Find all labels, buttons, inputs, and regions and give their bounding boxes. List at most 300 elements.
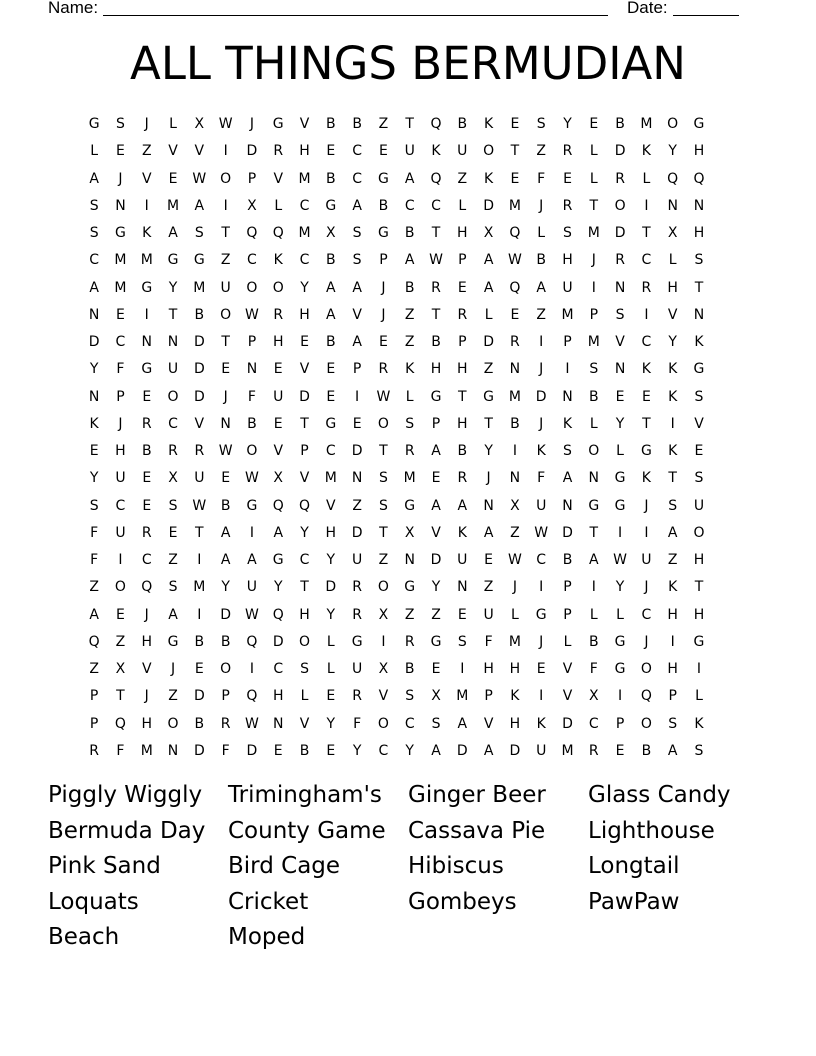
grid-letter[interactable]: J	[118, 170, 123, 187]
grid-letter[interactable]: U	[693, 497, 705, 514]
grid-letter[interactable]: R	[562, 197, 573, 214]
grid-letter[interactable]: J	[591, 252, 596, 269]
grid-letter[interactable]: R	[431, 279, 441, 296]
grid-letter[interactable]: V	[141, 170, 152, 187]
grid-letter[interactable]: T	[300, 579, 309, 596]
grid-letter[interactable]: G	[693, 116, 705, 133]
grid-letter[interactable]: O	[167, 388, 179, 405]
grid-letter[interactable]: J	[644, 633, 649, 650]
grid-letter[interactable]: G	[614, 470, 626, 487]
grid-letter[interactable]: L	[616, 443, 624, 460]
grid-letter[interactable]: E	[142, 388, 152, 405]
grid-letter[interactable]: J	[644, 579, 649, 596]
grid-letter[interactable]: E	[694, 443, 704, 460]
grid-letter[interactable]: V	[562, 688, 573, 705]
grid-letter[interactable]: G	[430, 388, 442, 405]
grid-letter[interactable]: S	[405, 415, 415, 432]
grid-letter[interactable]: T	[405, 116, 414, 133]
grid-letter[interactable]: R	[89, 742, 100, 759]
grid-letter[interactable]: H	[509, 715, 521, 732]
grid-letter[interactable]: L	[589, 170, 598, 187]
grid-letter[interactable]: S	[378, 470, 388, 487]
grid-letter[interactable]: V	[273, 170, 284, 187]
grid-letter[interactable]: S	[694, 470, 704, 487]
grid-letter[interactable]: V	[299, 361, 310, 378]
grid-letter[interactable]: Z	[378, 552, 389, 569]
grid-letter[interactable]: G	[614, 661, 626, 678]
grid-letter[interactable]: A	[431, 742, 441, 759]
grid-letter[interactable]: H	[483, 661, 494, 678]
grid-letter[interactable]: V	[378, 688, 389, 705]
grid-letter[interactable]: X	[194, 116, 205, 133]
grid-letter[interactable]: S	[194, 225, 204, 242]
grid-letter[interactable]: R	[562, 143, 573, 160]
grid-letter[interactable]: X	[431, 688, 441, 705]
grid-letter[interactable]: W	[245, 715, 259, 732]
grid-letter[interactable]: B	[220, 633, 231, 650]
grid-letter[interactable]: E	[431, 470, 441, 487]
grid-letter[interactable]: B	[431, 334, 441, 351]
grid-letter[interactable]: L	[563, 633, 572, 650]
grid-letter[interactable]: B	[536, 252, 546, 269]
grid-letter[interactable]: O	[299, 633, 311, 650]
grid-letter[interactable]: A	[404, 170, 415, 187]
grid-letter[interactable]: V	[615, 334, 625, 351]
grid-letter[interactable]: K	[510, 688, 520, 705]
grid-letter[interactable]: E	[326, 143, 336, 160]
grid-letter[interactable]: T	[694, 579, 704, 596]
grid-letter[interactable]: G	[430, 633, 442, 650]
grid-letter[interactable]: L	[537, 225, 546, 242]
grid-letter[interactable]: C	[536, 552, 547, 569]
grid-letter[interactable]: L	[589, 606, 598, 623]
grid-letter[interactable]: E	[326, 688, 336, 705]
grid-letter[interactable]: Z	[483, 579, 494, 596]
grid-letter[interactable]: D	[325, 579, 337, 596]
grid-letter[interactable]: S	[168, 497, 178, 514]
grid-letter[interactable]: T	[168, 306, 178, 323]
grid-letter[interactable]: W	[192, 497, 207, 514]
grid-letter[interactable]: Z	[141, 143, 152, 160]
grid-letter[interactable]: K	[668, 361, 678, 378]
grid-letter[interactable]: L	[589, 415, 598, 432]
grid-letter[interactable]: U	[641, 552, 652, 569]
grid-letter[interactable]: H	[325, 524, 337, 541]
grid-letter[interactable]: T	[431, 225, 441, 242]
grid-letter[interactable]: E	[273, 415, 283, 432]
grid-letter[interactable]: R	[352, 606, 362, 623]
grid-letter[interactable]: E	[326, 361, 336, 378]
grid-letter[interactable]: L	[326, 633, 335, 650]
grid-letter[interactable]: T	[116, 688, 125, 705]
grid-letter[interactable]: O	[272, 279, 284, 296]
grid-letter[interactable]: K	[668, 443, 678, 460]
grid-letter[interactable]: P	[563, 579, 572, 596]
grid-letter[interactable]: E	[484, 552, 494, 569]
grid-letter[interactable]: Y	[615, 579, 625, 596]
grid-letter[interactable]: K	[641, 143, 651, 160]
grid-letter[interactable]: Z	[168, 552, 178, 569]
grid-letter[interactable]: I	[539, 579, 544, 596]
grid-letter[interactable]: A	[536, 279, 546, 296]
grid-letter[interactable]: G	[377, 225, 389, 242]
grid-letter[interactable]: R	[615, 170, 625, 187]
grid-letter[interactable]: O	[220, 306, 232, 323]
grid-letter[interactable]: W	[429, 252, 443, 269]
grid-letter[interactable]: Y	[273, 579, 283, 596]
grid-letter[interactable]: H	[693, 225, 705, 242]
grid-letter[interactable]: L	[668, 252, 677, 269]
grid-letter[interactable]: Y	[352, 742, 362, 759]
grid-letter[interactable]: M	[587, 334, 600, 351]
grid-letter[interactable]: C	[588, 715, 599, 732]
grid-letter[interactable]: B	[352, 116, 362, 133]
grid-letter[interactable]: A	[352, 197, 362, 214]
grid-letter[interactable]: B	[194, 633, 205, 650]
grid-letter[interactable]: W	[192, 170, 207, 187]
grid-letter[interactable]: I	[644, 197, 649, 214]
grid-letter[interactable]: O	[377, 415, 389, 432]
grid-letter[interactable]: G	[167, 252, 179, 269]
grid-letter[interactable]: I	[197, 552, 202, 569]
grid-letter[interactable]: Y	[484, 443, 493, 460]
grid-letter[interactable]: Y	[668, 334, 677, 351]
grid-letter[interactable]: V	[562, 661, 573, 678]
grid-letter[interactable]: M	[508, 633, 521, 650]
grid-letter[interactable]: D	[614, 225, 626, 242]
grid-letter[interactable]: T	[221, 334, 230, 351]
grid-letter[interactable]: W	[218, 443, 233, 460]
grid-letter[interactable]: K	[273, 252, 283, 269]
grid-letter[interactable]: U	[220, 279, 231, 296]
grid-letter[interactable]: P	[589, 306, 599, 323]
grid-letter[interactable]: I	[512, 443, 517, 460]
grid-letter[interactable]: H	[272, 688, 284, 705]
grid-letter[interactable]: C	[273, 661, 284, 678]
grid-letter[interactable]: C	[352, 143, 362, 160]
grid-letter[interactable]: J	[644, 497, 649, 514]
grid-letter[interactable]: B	[404, 661, 415, 678]
grid-letter[interactable]: C	[404, 715, 415, 732]
grid-letter[interactable]: N	[667, 197, 678, 214]
grid-letter[interactable]: W	[376, 388, 391, 405]
grid-letter[interactable]: K	[641, 361, 651, 378]
grid-letter[interactable]: T	[431, 306, 441, 323]
grid-letter[interactable]: H	[141, 715, 152, 732]
grid-letter[interactable]: L	[484, 306, 493, 323]
grid-letter[interactable]: E	[378, 334, 388, 351]
grid-letter[interactable]: N	[115, 197, 126, 214]
grid-letter[interactable]: A	[483, 279, 494, 296]
grid-letter[interactable]: G	[377, 170, 389, 187]
grid-letter[interactable]: V	[194, 143, 205, 160]
grid-letter[interactable]: D	[351, 524, 363, 541]
grid-letter[interactable]: K	[694, 715, 704, 732]
grid-letter[interactable]: P	[247, 334, 257, 351]
grid-letter[interactable]: B	[326, 170, 336, 187]
grid-letter[interactable]: S	[300, 661, 309, 678]
grid-letter[interactable]: V	[483, 715, 494, 732]
grid-letter[interactable]: H	[141, 633, 152, 650]
grid-letter[interactable]: M	[403, 470, 416, 487]
grid-letter[interactable]: Y	[431, 579, 441, 596]
grid-letter[interactable]: S	[457, 633, 467, 650]
grid-letter[interactable]: N	[614, 361, 626, 378]
grid-letter[interactable]: E	[457, 279, 467, 296]
grid-letter[interactable]: V	[431, 524, 441, 541]
grid-letter[interactable]: E	[142, 470, 152, 487]
grid-letter[interactable]: O	[220, 170, 232, 187]
grid-letter[interactable]: B	[194, 306, 205, 323]
grid-letter[interactable]: I	[355, 388, 360, 405]
grid-letter[interactable]: P	[352, 361, 362, 378]
grid-letter[interactable]: I	[670, 633, 675, 650]
grid-letter[interactable]: G	[614, 633, 626, 650]
grid-letter[interactable]: V	[299, 715, 310, 732]
grid-letter[interactable]: V	[299, 116, 310, 133]
grid-letter[interactable]: N	[483, 497, 494, 514]
grid-letter[interactable]: C	[299, 197, 310, 214]
grid-letter[interactable]: E	[615, 388, 625, 405]
grid-letter[interactable]: L	[169, 116, 177, 133]
grid-letter[interactable]: H	[457, 361, 468, 378]
grid-letter[interactable]: L	[642, 170, 651, 187]
grid-letter[interactable]: A	[168, 606, 178, 623]
grid-letter[interactable]: Z	[536, 306, 546, 323]
grid-letter[interactable]: P	[563, 606, 572, 623]
grid-letter[interactable]: H	[562, 252, 573, 269]
grid-letter[interactable]: S	[352, 225, 362, 242]
grid-letter[interactable]: Q	[246, 633, 258, 650]
grid-letter[interactable]: S	[168, 579, 178, 596]
grid-letter[interactable]: U	[536, 742, 547, 759]
grid-letter[interactable]: M	[193, 279, 206, 296]
grid-letter[interactable]: D	[562, 715, 573, 732]
grid-letter[interactable]: B	[326, 334, 336, 351]
grid-letter[interactable]: M	[298, 170, 311, 187]
grid-letter[interactable]: K	[536, 715, 546, 732]
grid-letter[interactable]: A	[562, 470, 573, 487]
grid-letter[interactable]: B	[194, 715, 205, 732]
grid-letter[interactable]: Q	[141, 579, 153, 596]
grid-letter[interactable]: B	[562, 552, 573, 569]
grid-letter[interactable]: P	[615, 715, 625, 732]
grid-letter[interactable]: S	[116, 116, 125, 133]
grid-letter[interactable]: B	[299, 742, 310, 759]
grid-letter[interactable]: Q	[88, 633, 100, 650]
grid-letter[interactable]: I	[381, 633, 386, 650]
grid-letter[interactable]: A	[89, 606, 99, 623]
grid-letter[interactable]: N	[404, 552, 415, 569]
grid-letter[interactable]: I	[539, 334, 544, 351]
grid-letter[interactable]: E	[326, 388, 336, 405]
grid-letter[interactable]: T	[484, 415, 493, 432]
grid-letter[interactable]: Y	[300, 524, 309, 541]
grid-letter[interactable]: N	[272, 715, 284, 732]
grid-letter[interactable]: E	[116, 606, 125, 623]
grid-letter[interactable]: V	[326, 497, 336, 514]
grid-letter[interactable]: P	[89, 688, 99, 705]
grid-letter[interactable]: Z	[168, 688, 178, 705]
grid-letter[interactable]: T	[642, 415, 651, 432]
grid-letter[interactable]: D	[193, 334, 205, 351]
grid-letter[interactable]: N	[88, 388, 100, 405]
grid-letter[interactable]: H	[693, 552, 705, 569]
grid-letter[interactable]: H	[299, 606, 310, 623]
grid-letter[interactable]: H	[667, 279, 678, 296]
grid-letter[interactable]: E	[431, 661, 441, 678]
grid-letter[interactable]: Q	[667, 170, 679, 187]
grid-letter[interactable]: G	[640, 443, 652, 460]
grid-letter[interactable]: T	[300, 415, 309, 432]
grid-letter[interactable]: N	[246, 361, 258, 378]
grid-letter[interactable]: D	[351, 443, 363, 460]
grid-letter[interactable]: U	[351, 661, 363, 678]
grid-letter[interactable]: N	[562, 497, 573, 514]
grid-letter[interactable]: G	[88, 116, 100, 133]
grid-letter[interactable]: B	[457, 116, 468, 133]
grid-letter[interactable]: A	[589, 552, 599, 569]
grid-letter[interactable]: X	[168, 470, 178, 487]
grid-letter[interactable]: G	[193, 252, 205, 269]
grid-letter[interactable]: Z	[89, 579, 99, 596]
grid-letter[interactable]: G	[535, 606, 547, 623]
grid-letter[interactable]: G	[483, 388, 495, 405]
grid-letter[interactable]: S	[694, 742, 704, 759]
grid-letter[interactable]: J	[539, 633, 544, 650]
grid-letter[interactable]: W	[245, 306, 259, 323]
grid-letter[interactable]: U	[351, 552, 363, 569]
grid-letter[interactable]: I	[618, 524, 623, 541]
grid-letter[interactable]: R	[404, 633, 415, 650]
grid-letter[interactable]: E	[116, 306, 125, 323]
grid-letter[interactable]: Q	[509, 225, 521, 242]
grid-letter[interactable]: Q	[272, 606, 284, 623]
grid-letter[interactable]: A	[457, 715, 468, 732]
grid-letter[interactable]: L	[90, 143, 99, 160]
grid-letter[interactable]: H	[299, 143, 310, 160]
grid-letter[interactable]: F	[247, 388, 256, 405]
grid-letter[interactable]: D	[193, 361, 205, 378]
grid-letter[interactable]: M	[140, 252, 153, 269]
grid-letter[interactable]: M	[508, 197, 521, 214]
grid-letter[interactable]: R	[273, 143, 284, 160]
grid-letter[interactable]: S	[89, 225, 99, 242]
grid-letter[interactable]: O	[483, 143, 495, 160]
grid-letter[interactable]: S	[589, 361, 599, 378]
grid-letter[interactable]: A	[483, 524, 494, 541]
grid-letter[interactable]: R	[352, 688, 362, 705]
grid-letter[interactable]: D	[88, 334, 100, 351]
grid-letter[interactable]: K	[142, 225, 152, 242]
grid-letter[interactable]: Z	[483, 361, 494, 378]
grid-letter[interactable]: X	[326, 225, 336, 242]
grid-letter[interactable]: Q	[430, 116, 442, 133]
grid-letter[interactable]: K	[89, 415, 99, 432]
grid-letter[interactable]: N	[167, 334, 179, 351]
grid-letter[interactable]: S	[694, 388, 704, 405]
grid-letter[interactable]: S	[431, 715, 441, 732]
grid-letter[interactable]: G	[404, 497, 416, 514]
grid-letter[interactable]: E	[352, 415, 362, 432]
grid-letter[interactable]: B	[588, 633, 599, 650]
grid-letter[interactable]: D	[220, 606, 232, 623]
grid-letter[interactable]: C	[115, 497, 126, 514]
grid-letter[interactable]: O	[246, 279, 258, 296]
grid-letter[interactable]: F	[537, 170, 546, 187]
grid-letter[interactable]: X	[378, 661, 389, 678]
grid-letter[interactable]: D	[535, 388, 547, 405]
grid-letter[interactable]: L	[274, 197, 283, 214]
grid-letter[interactable]: A	[220, 552, 231, 569]
grid-letter[interactable]: N	[351, 470, 363, 487]
grid-letter[interactable]: H	[457, 415, 468, 432]
grid-letter[interactable]: B	[378, 197, 389, 214]
grid-letter[interactable]: C	[299, 252, 310, 269]
grid-letter[interactable]: U	[273, 388, 284, 405]
grid-letter[interactable]: Z	[220, 252, 231, 269]
grid-letter[interactable]: D	[456, 742, 468, 759]
grid-letter[interactable]: Y	[300, 279, 309, 296]
grid-letter[interactable]: A	[352, 279, 362, 296]
grid-letter[interactable]: E	[300, 334, 309, 351]
grid-letter[interactable]: F	[116, 361, 125, 378]
grid-letter[interactable]: B	[615, 116, 625, 133]
grid-letter[interactable]: Y	[405, 742, 414, 759]
grid-letter[interactable]: W	[245, 470, 259, 487]
grid-letter[interactable]: C	[641, 334, 652, 351]
grid-letter[interactable]: M	[508, 388, 521, 405]
grid-letter[interactable]: N	[693, 197, 705, 214]
grid-letter[interactable]: E	[589, 116, 599, 133]
grid-letter[interactable]: F	[589, 661, 598, 678]
grid-letter[interactable]: N	[457, 579, 468, 596]
grid-letter[interactable]: B	[641, 742, 652, 759]
grid-letter[interactable]: Q	[272, 225, 284, 242]
grid-letter[interactable]: C	[378, 742, 389, 759]
grid-letter[interactable]: P	[379, 252, 388, 269]
grid-letter[interactable]: Z	[510, 524, 520, 541]
grid-letter[interactable]: V	[667, 306, 678, 323]
grid-letter[interactable]: T	[221, 225, 230, 242]
grid-letter[interactable]: D	[246, 742, 258, 759]
grid-letter[interactable]: E	[457, 606, 467, 623]
grid-letter[interactable]: X	[588, 688, 599, 705]
grid-letter[interactable]: I	[223, 197, 228, 214]
grid-letter[interactable]: S	[694, 252, 704, 269]
grid-letter[interactable]: X	[247, 197, 257, 214]
grid-letter[interactable]: I	[670, 415, 675, 432]
grid-letter[interactable]: J	[381, 279, 386, 296]
grid-letter[interactable]: L	[589, 143, 598, 160]
grid-letter[interactable]: Y	[89, 361, 99, 378]
grid-letter[interactable]: Y	[615, 415, 625, 432]
grid-letter[interactable]: U	[536, 497, 547, 514]
grid-letter[interactable]: Y	[668, 143, 677, 160]
grid-letter[interactable]: V	[299, 470, 310, 487]
grid-letter[interactable]: W	[507, 552, 522, 569]
grid-letter[interactable]: S	[378, 497, 388, 514]
grid-letter[interactable]: J	[223, 388, 228, 405]
grid-letter[interactable]: I	[696, 661, 702, 678]
grid-letter[interactable]: G	[693, 633, 705, 650]
grid-letter[interactable]: G	[588, 497, 600, 514]
grid-letter[interactable]: M	[114, 279, 127, 296]
grid-letter[interactable]: G	[351, 633, 363, 650]
grid-letter[interactable]: F	[484, 633, 493, 650]
grid-letter[interactable]: C	[431, 197, 441, 214]
grid-letter[interactable]: M	[561, 306, 574, 323]
